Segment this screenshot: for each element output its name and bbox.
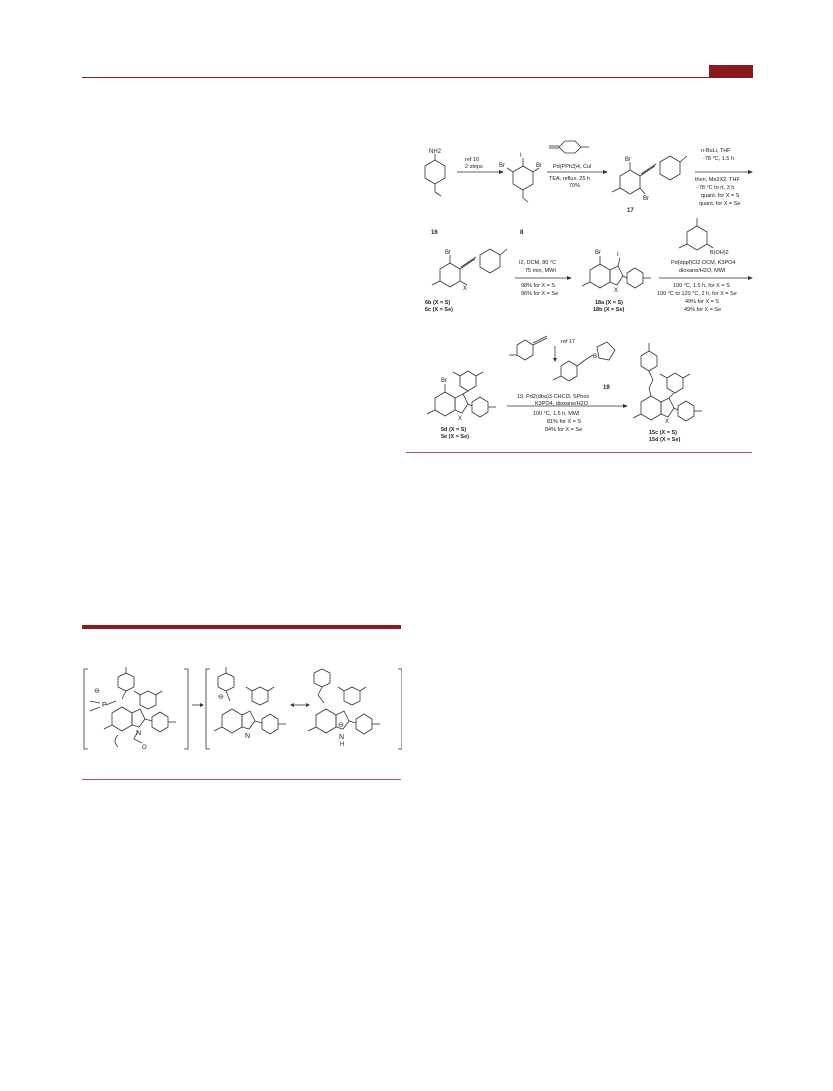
step6-line2: K3PO4, dioxane/H2O: [535, 401, 588, 407]
n-label-1: N: [136, 730, 142, 737]
ref17-label: ref 17: [561, 339, 576, 345]
c8-iodo-label: I: [520, 153, 522, 159]
c18-x-label: X: [614, 288, 619, 294]
compound-6-structure: [432, 249, 507, 287]
step1-line2: 2 steps: [465, 164, 483, 170]
anion-resonance-1-structure: [214, 667, 286, 734]
step4-line4: 96% for X = Se: [521, 291, 559, 297]
step3-line1: n-BuLi, THF: [701, 148, 731, 154]
compound-19-label: 19: [603, 385, 610, 391]
c18-br-label: Br: [595, 250, 601, 256]
c5-br-label: Br: [441, 378, 447, 384]
step5-line4: 100 °C to 120 °C, 2 h, for X = Se: [657, 291, 737, 297]
compound-8-structure: [507, 158, 539, 202]
c5-x-label: X: [458, 416, 463, 422]
c17-br1-label: Br: [625, 157, 631, 163]
compound-5d-label: 5d (X = S): [441, 427, 467, 433]
compound-18a-label: 18a (X = S): [595, 300, 623, 306]
reagent-alkyne-structure: [549, 141, 589, 153]
compound-5e-label: 5e (X = Se): [441, 434, 469, 440]
c8-br2-label: Br: [536, 163, 542, 169]
compound-18b-label: 18b (X = Se): [593, 307, 625, 313]
minus-charge-2: ⊖: [218, 694, 224, 701]
step1-line1: ref 16: [465, 157, 480, 163]
phosphorus-label: P: [102, 702, 107, 709]
step3-line3: then, Me2X2, THF: [695, 177, 740, 183]
step4-line2: 75 min, MWI: [525, 268, 556, 274]
boronic-label: B(OH)2: [710, 250, 729, 256]
mechanism-bottom-rule: [82, 779, 401, 780]
c6-x-label: X: [463, 286, 468, 292]
minus-charge-1: ⊖: [94, 688, 100, 695]
step3-line4: -78 °C to rt, 3 h: [697, 185, 735, 191]
mechanism-scheme: [82, 665, 402, 777]
compound-6c-label: 6c (X = Se): [425, 307, 453, 313]
step6-line3: 100 °C, 1.5 h, MWI: [533, 411, 580, 417]
compound-15c-label: 15c (X = S): [649, 430, 677, 436]
c15-x-label: X: [665, 419, 670, 425]
step2-line2: TEA, reflux, 25 h: [549, 176, 590, 182]
step4-line1: I2, DCM, 80 °C: [519, 260, 557, 266]
step5-line3: 100 °C, 1.5 h, for X = S: [673, 283, 730, 289]
step4-line3: 98% for X = S: [521, 283, 556, 289]
step5-line6: 49% for X = Se: [684, 307, 722, 313]
c17-br2-label: Br: [643, 196, 649, 202]
c6-br-label: Br: [445, 250, 451, 256]
minus-charge-3: ⊖: [338, 722, 344, 729]
step2-line1: Pd(PPh3)4, CuI: [553, 164, 592, 170]
step5-line1: Pd(dppf)Cl2·DCM, K3PO4: [671, 260, 736, 266]
synthesis-scheme: [405, 130, 755, 460]
boronic-acid-structure: [679, 218, 713, 250]
anion-resonance-2-structure: [308, 669, 380, 734]
header-rule: [82, 77, 753, 78]
header-page-tab: [709, 65, 753, 78]
step3-line6: quant. for X = Se: [699, 201, 741, 207]
o-label-1: O: [142, 745, 147, 751]
compound-15d-label: 15d (X = Se): [649, 437, 681, 443]
step6-line4: 81% for X = S: [547, 419, 582, 425]
c18-iodo-label: I: [617, 252, 619, 258]
step5-line5: 49% for X = S: [685, 299, 720, 305]
compound-5-structure: [427, 371, 496, 417]
compound-15-structure: [633, 343, 702, 421]
compound-17-structure: [612, 156, 687, 194]
step6-line5: 84% for X = Se: [545, 427, 583, 433]
step3-line2: -78 °C, 1.5 h: [703, 156, 734, 162]
c8-br1-label: Br: [499, 163, 505, 169]
compound-18-structure: [582, 256, 651, 288]
nh-n-label: N: [339, 734, 345, 741]
section-thick-rule: [82, 625, 401, 629]
compound-19-structure: [553, 342, 615, 381]
scheme-bottom-rule: [406, 452, 752, 453]
compound-16-structure: [425, 154, 445, 196]
alkyne-precursor-structure: [509, 336, 547, 360]
c19-boron-label: B: [593, 354, 598, 360]
compound-17-label: 17: [627, 208, 634, 214]
nh-h-label: H: [340, 742, 345, 748]
compound-8-label: 8: [520, 230, 524, 236]
step5-line2: dioxane/H2O, MWI: [679, 268, 726, 274]
step2-line3: 70%: [569, 183, 581, 189]
compound-6b-label: 6b (X = S): [425, 300, 451, 306]
step3-line5: quant. for X = S: [701, 193, 740, 199]
nh2-label: NH2: [429, 149, 442, 155]
compound-16-label: 16: [431, 230, 438, 236]
n-label-2: N: [245, 733, 251, 740]
step6-line1: 19, Pd2(dba)3·CHCl3, SPhos: [517, 394, 590, 400]
